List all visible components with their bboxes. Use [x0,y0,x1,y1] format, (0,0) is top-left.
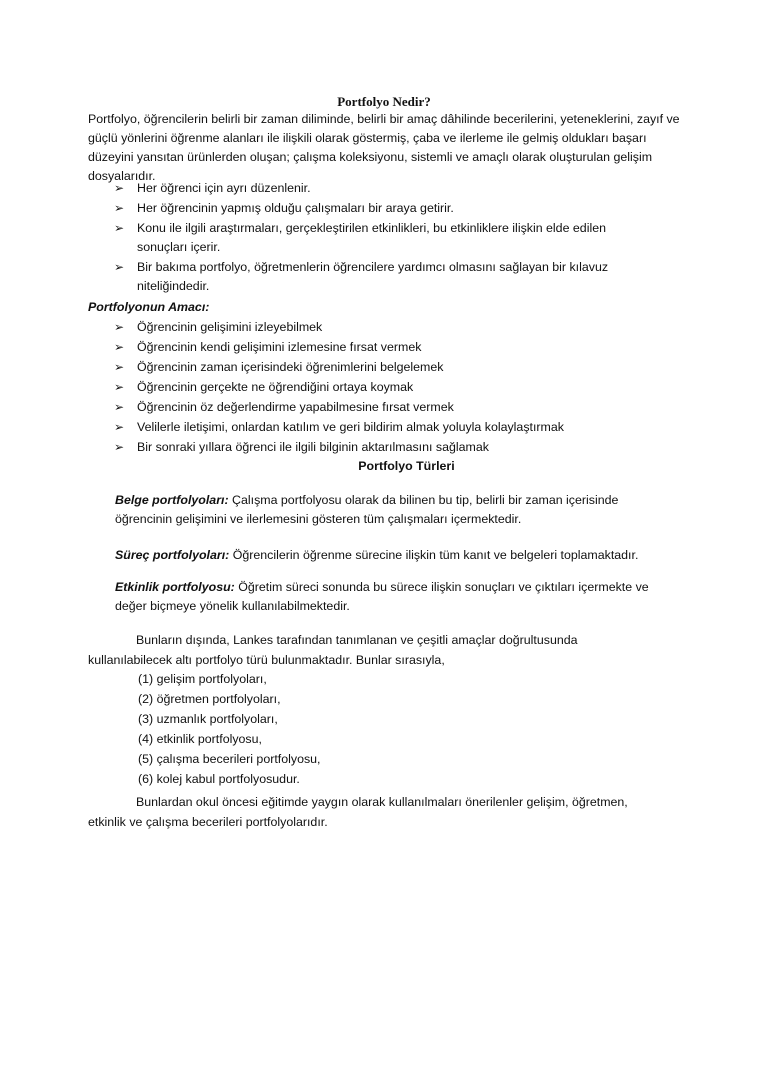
list-item: ➢ Her öğrencinin yapmış olduğu çalışmaları bir araya getirir. [88,199,688,218]
list-item: (1) gelişim portfolyoları, [138,672,267,686]
list-item: ➢ Öğrencinin öz değerlendirme yapabilmesine fırsat vermek [88,398,688,417]
lankes-list [138,670,320,789]
lankes-intro-line-2: kullanılabilecek altı portfolyo türü bulunmaktadır. Bunlar sırasıyla, [88,653,445,667]
arrow-bullet-icon: ➢ [114,440,125,454]
purpose-heading: Portfolyonun Amacı: [88,300,210,314]
arrow-bullet-icon: ➢ [114,420,125,434]
list-item: ➢ Velilerle iletişimi, onlardan katılım ve geri bildirim almak yoluyla kolaylaştırmak [88,418,688,437]
list-item: ➢ Bir bakıma portfolyo, öğretmenlerin öğrencilere yardımcı olmasını sağlayan bir kılavuz niteliğindedir. [114,260,609,293]
arrow-bullet-icon: ➢ [114,400,125,414]
arrow-bullet-icon: ➢ [114,320,125,334]
list-item: (5) çalışma becerileri portfolyosu, [138,752,321,766]
types-heading: Portfolyo Türleri [358,459,455,473]
type-description: Öğrencilerin öğrenme sürecine ilişkin tüm kanıt ve belgeleri toplamaktadır. [229,548,639,562]
arrow-bullet-icon: ➢ [114,340,125,354]
list-item: ➢ Öğrencinin kendi gelişimini izlemesine fırsat vermek [88,338,688,357]
closing-line-2: etkinlik ve çalışma becerileri portfolyolarıdır. [88,815,328,829]
list-item: ➢ Konu ile ilgili araştırmaları, gerçekleştirilen etkinlikleri, bu etkinliklere ilişkin elde edilen sonuçları içerir. [114,221,606,254]
page-title: Portfolyo Nedir? [337,94,431,109]
list-item: (6) kolej kabul portfolyosudur. [138,772,300,786]
arrow-bullet-icon: ➢ [114,380,125,394]
definition-list [88,179,688,296]
lankes-intro-line-1: Bunların dışında, Lankes tarafından tanımlanan ve çeşitli amaçlar doğrultusunda [136,633,578,647]
type-surec [115,546,675,565]
type-description: Öğretim süreci sonunda bu sürece ilişkin sonuçları ve çıktıları içermekte ve değer biçmeye yönelik kullanılabilmektedir. [115,580,649,613]
list-item: ➢ Öğrencinin gelişimini izleyebilmek [88,318,688,337]
list-item: ➢ Her öğrenci için ayrı düzenlenir. [88,179,688,198]
type-term: Belge portfolyoları: [115,493,229,507]
list-item: (3) uzmanlık portfolyoları, [138,712,278,726]
type-term: Etkinlik portfolyosu: [115,580,235,594]
closing-line-1: Bunlardan okul öncesi eğitimde yaygın olarak kullanılmaları önerilenler gelişim, öğretmen, [136,795,628,809]
arrow-bullet-icon: ➢ [114,201,125,215]
purpose-list [88,318,688,457]
list-item: ➢ Öğrencinin zaman içerisindeki öğrenimlerini belgelemek [88,358,688,377]
type-belge [115,491,675,529]
arrow-bullet-icon: ➢ [114,221,125,235]
arrow-bullet-icon: ➢ [114,260,125,274]
list-item: (2) öğretmen portfolyoları, [138,692,281,706]
type-term: Süreç portfolyoları: [115,548,230,562]
type-etkinlik [115,578,675,616]
arrow-bullet-icon: ➢ [114,181,125,195]
list-item: ➢ Öğrencinin gerçekte ne öğrendiğini ortaya koymak [88,378,688,397]
list-item: (4) etkinlik portfolyosu, [138,732,262,746]
type-description: Çalışma portfolyosu olarak da bilinen bu tip, belirli bir zaman içerisinde öğrencinin gelişimini ve ilerlemesini gösteren tüm çalışmaları içermektedir. [115,493,619,526]
intro-paragraph: Portfolyo, öğrencilerin belirli bir zaman diliminde, belirli bir amaç dâhilinde becerilerini, yeteneklerini, zayıf ve güçlü yönlerini öğrenme alanları ile ilişkili olarak göstermiş, çaba ve ilerleme ile gelmiş oldukları başarı düzeyini yansıtan ürünlerden oluşan; çalışma koleksiyonu, sistemli ve amaçlı olarak oluşturulan gelişim dosyalarıdır. [88,112,680,183]
list-item: ➢ Bir sonraki yıllara öğrenci ile ilgili bilginin aktarılmasını sağlamak [88,438,688,457]
arrow-bullet-icon: ➢ [114,360,125,374]
